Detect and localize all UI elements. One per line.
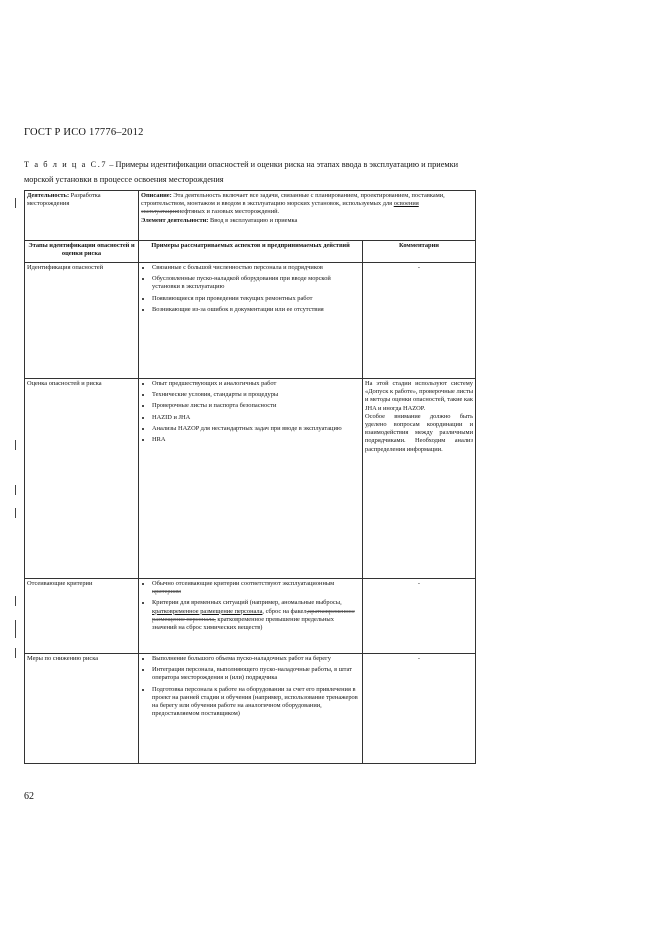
- list-item: • Проверочные листы и паспорта безопасности: [152, 402, 360, 410]
- examples-cell: [139, 654, 363, 764]
- comment-cell: [363, 379, 476, 579]
- stage-cell: Меры по снижению риска: [25, 654, 139, 764]
- list-item: • Критерии для временных ситуаций (например, аномальные выбросы, кратковременное размещение персонала, сброс на факел,кратковременное размещение персонала, кратковременное превышение предельных значений на сброс химических веществ): [152, 599, 360, 632]
- activity-cell: Деятельность: Разработка месторождения: [25, 191, 139, 241]
- revision-mark: [15, 198, 16, 208]
- list-item: • Опыт предшествующих и аналогичных работ: [152, 380, 360, 388]
- comment-paragraph: Особое внимание должно быть уделено вопросам координации и взаимодействия между различными подрядчиками. Необходим анализ распределения информации.: [365, 412, 473, 453]
- list-item: • Обусловленные пуско-наладкой оборудования при вводе морской установки в эксплуатацию: [152, 275, 360, 291]
- revision-mark: [15, 485, 16, 495]
- revision-mark: [15, 648, 16, 658]
- comment-paragraph: На этой стадии используют систему «Допуск к работе», проверочные листы и методы оценки опасностей, такие как JHA и иногда HAZOP.: [365, 380, 473, 412]
- examples-cell: [139, 579, 363, 654]
- comment-cell: -: [363, 579, 476, 654]
- standard-header: ГОСТ Р ИСО 17776–2012: [24, 127, 144, 138]
- list-item: • Подготовка персонала к работе на оборудовании за счет его привлечения в проект на ранней стадии и обучения (например, использование тренажеров на берегу или обучения работе на аналогичном оборудовании, предоставляемом поставщиком): [152, 686, 360, 719]
- table-label: Т а б л и ц а С.7: [24, 160, 108, 169]
- activity-row: [25, 191, 476, 241]
- hazard-table: [24, 190, 476, 764]
- table-row: [25, 579, 476, 654]
- list-item: • HRA: [152, 436, 360, 444]
- list-item: • Появляющиеся при проведении текущих ремонтных работ: [152, 295, 360, 303]
- list-item: • Выполнение большого объема пуско-наладочных работ на берегу: [152, 655, 360, 663]
- table-header-row: [25, 241, 476, 263]
- examples-cell: [139, 263, 363, 379]
- activity-description-cell: Описание: Эта деятельность включает все задачи, связанные с планированием, проектированием, поставками, строительством, монтажом и вводом в эксплуатацию морских установок, используемых для освоения эксплуатациинефтяных и газовых месторождений. Элемент деятельности: Ввод в эксплуатацию и приемка: [139, 191, 476, 241]
- comment-cell: -: [363, 263, 476, 379]
- list-item: • Обычно отсеивающие критерии соответствуют эксплуатационным критериям: [152, 580, 360, 596]
- table-row: [25, 379, 476, 579]
- revision-mark: [15, 620, 16, 638]
- table-row: [25, 263, 476, 379]
- page-number: 62: [24, 791, 34, 802]
- examples-cell: [139, 379, 363, 579]
- header-examples: Примеры рассматриваемых аспектов и предпринимаемых действий: [139, 241, 363, 263]
- revision-mark: [15, 440, 16, 450]
- table-caption: [24, 157, 476, 187]
- list-item: • Интеграция персонала, выполняющего пуско-наладочные работы, в штат оператора месторождения и (или) подрядчика: [152, 666, 360, 682]
- table-title: – Примеры идентификации опасностей и оценки риска на этапах ввода в эксплуатацию и приемки морской установки в процессе освоения месторождения: [24, 160, 459, 184]
- header-stage: Этапы идентификации опасностей и оценки риска: [25, 241, 139, 263]
- list-item: • HAZID и JHA: [152, 414, 360, 422]
- list-item: • Технические условия, стандарты и процедуры: [152, 391, 360, 399]
- stage-cell: Оценка опасностей и риска: [25, 379, 139, 579]
- table-row: [25, 654, 476, 764]
- revision-mark: [15, 508, 16, 518]
- list-item: • Анализы HAZOP для нестандартных задач при вводе в эксплуатацию: [152, 425, 360, 433]
- header-comments: Комментарии: [363, 241, 476, 263]
- list-item: • Связанные с большой численностью персонала и подрядчиков: [152, 264, 360, 272]
- revision-mark: [15, 596, 16, 606]
- list-item: • Возникающие из-за ошибок в документации или ее отсутствия: [152, 306, 360, 314]
- stage-cell: Идентификация опасностей: [25, 263, 139, 379]
- stage-cell: Отсеивающие критерии: [25, 579, 139, 654]
- comment-cell: -: [363, 654, 476, 764]
